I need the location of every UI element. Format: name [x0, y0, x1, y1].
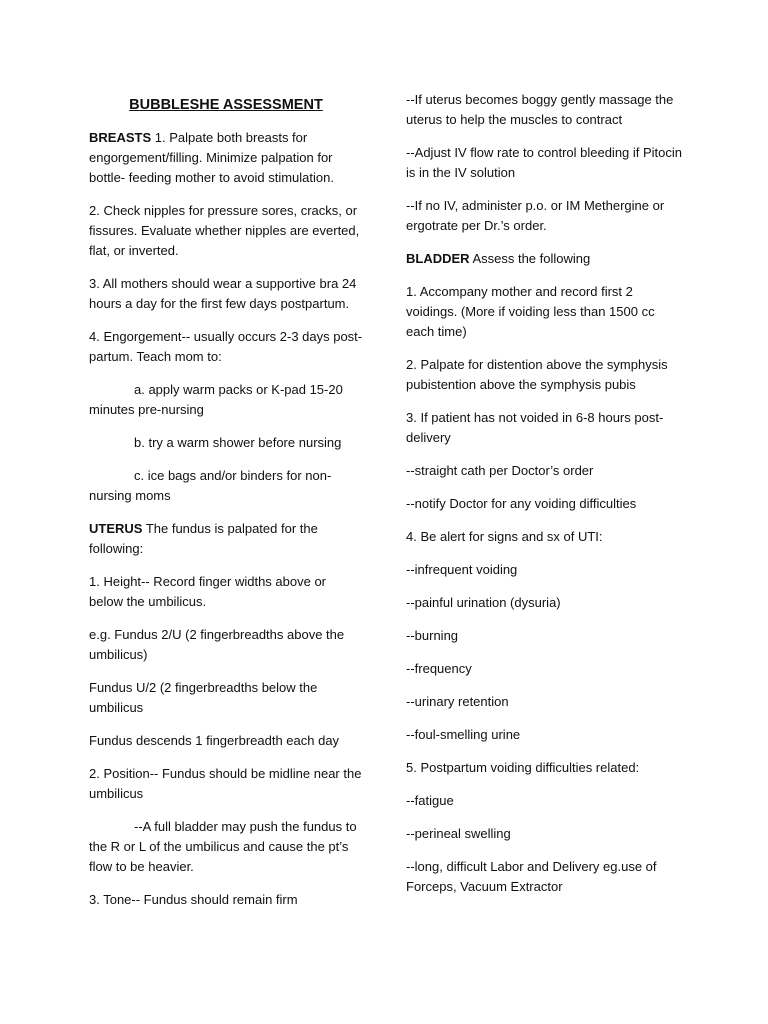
bladder-item-5: 5. Postpartum voiding difficulties related:	[406, 760, 640, 775]
bladder-item-4a: --infrequent voiding	[406, 562, 518, 577]
bladder-item-1: 1. Accompany mother and record first 2 voidings. (More if voiding less than 1500 cc each time)	[406, 284, 655, 339]
bladder-item-2: 2. Palpate for distention above the symphysis pubistention above the symphysis pubis	[406, 357, 668, 392]
breasts-item-4a: a. apply warm packs or K-pad 15-20 minutes pre-nursing	[89, 382, 343, 417]
bladder-item-3a: --straight cath per Doctor’s order	[406, 463, 594, 478]
bladder-item-3b: --notify Doctor for any voiding difficulties	[406, 496, 637, 511]
breasts-item-4b: b. try a warm shower before nursing	[134, 435, 342, 450]
uterus-item-1: 1. Height-- Record finger widths above or below the umbilicus.	[89, 574, 327, 609]
uterus-example-2: Fundus U/2 (2 fingerbreadths below the umbilicus	[89, 680, 318, 715]
left-column	[89, 90, 363, 923]
bladder-item-4e: --urinary retention	[406, 694, 509, 709]
bladder-item-3: 3. If patient has not voided in 6-8 hours post-delivery	[406, 410, 664, 445]
uterus-item-2a: --A full bladder may push the fundus to the R or L of the umbilicus and cause the pt’s flow to be heavier.	[89, 819, 357, 874]
page-title: BUBBLESHE ASSESSMENT	[129, 97, 323, 113]
uterus-intro-text: The fundus is palpated for the following:	[89, 521, 318, 556]
uterus-example-3: Fundus descends 1 fingerbreadth each day	[89, 733, 340, 748]
bladder-item-5c: --long, difficult Labor and Delivery eg.use of Forceps, Vacuum Extractor	[406, 859, 657, 894]
right-column	[406, 90, 684, 910]
breasts-item-1	[89, 128, 363, 188]
bladder-item-5b: --perineal swelling	[406, 826, 511, 841]
breasts-item-3: 3. All mothers should wear a supportive bra 24 hours a day for the first few days postpartum.	[89, 276, 357, 311]
bladder-item-4b: --painful urination (dysuria)	[406, 595, 561, 610]
breasts-item-4c: c. ice bags and/or binders for non-nursing moms	[89, 468, 332, 503]
breasts-item-1-text: 1. Palpate both breasts for engorgement/filling. Minimize palpation for bottle- feeding mother to avoid stimulation.	[89, 130, 334, 185]
bladder-heading: BLADDER	[406, 251, 470, 266]
breasts-heading: BREASTS	[89, 130, 152, 145]
uterus-heading: UTERUS	[89, 521, 143, 536]
uterus-note-1: --If uterus becomes boggy gently massage the uterus to help the muscles to contract	[406, 92, 674, 127]
bladder-item-4: 4. Be alert for signs and sx of UTI:	[406, 529, 603, 544]
uterus-note-3: --If no IV, administer p.o. or IM Methergine or ergotrate per Dr.’s order.	[406, 198, 665, 233]
uterus-example-1: e.g. Fundus 2/U (2 fingerbreadths above the umbilicus)	[89, 627, 345, 662]
breasts-item-2: 2. Check nipples for pressure sores, cracks, or fissures. Evaluate whether nipples are everted, flat, or inverted.	[89, 203, 360, 258]
bladder-item-5a: --fatigue	[406, 793, 454, 808]
bladder-item-4c: --burning	[406, 628, 459, 643]
bladder-item-4d: --frequency	[406, 661, 472, 676]
breasts-item-4: 4. Engorgement-- usually occurs 2-3 days post-partum. Teach mom to:	[89, 329, 363, 364]
bladder-intro-text: Assess the following	[469, 251, 591, 266]
bladder-item-4f: --foul-smelling urine	[406, 727, 521, 742]
uterus-note-2: --Adjust IV flow rate to control bleeding if Pitocin is in the IV solution	[406, 145, 683, 180]
bladder-intro	[406, 249, 684, 269]
uterus-item-3: 3. Tone-- Fundus should remain firm	[89, 892, 298, 907]
uterus-intro	[89, 519, 363, 559]
uterus-item-2: 2. Position-- Fundus should be midline near the umbilicus	[89, 766, 362, 801]
